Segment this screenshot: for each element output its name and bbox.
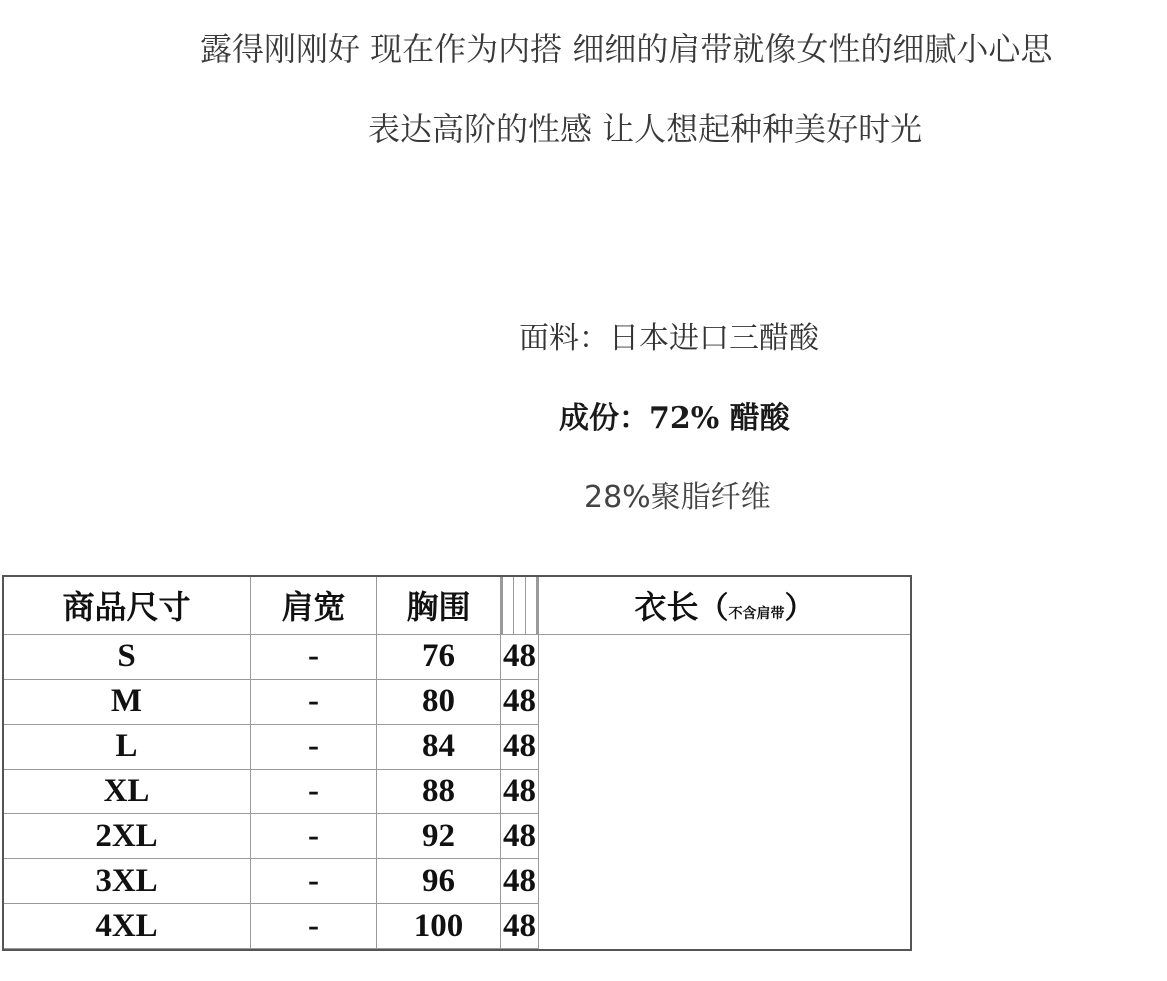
header-length-paren-open: （ bbox=[698, 591, 729, 626]
cell-shoulder: - bbox=[251, 904, 377, 949]
cell-shoulder: - bbox=[251, 859, 377, 904]
cell-shoulder: - bbox=[251, 769, 377, 814]
composition-label: 成份： bbox=[559, 401, 649, 436]
cell-length: 48 bbox=[501, 859, 539, 904]
cell-bust: 76 bbox=[377, 635, 501, 680]
intro-line-1: 露得刚刚好 现在作为内搭 细细的肩带就像女性的细腻小心思 bbox=[200, 30, 1053, 68]
composition-primary bbox=[559, 393, 790, 437]
header-shoulder: 肩宽 bbox=[251, 576, 377, 635]
header-size: 商品尺寸 bbox=[3, 576, 251, 635]
cell-length: 48 bbox=[501, 724, 539, 769]
table-row bbox=[3, 635, 911, 680]
cell-bust: 96 bbox=[377, 859, 501, 904]
header-length bbox=[539, 576, 911, 635]
composition-primary-value: 72% 醋酸 bbox=[649, 401, 790, 436]
cell-size: M bbox=[3, 679, 251, 724]
cell-shoulder: - bbox=[251, 679, 377, 724]
header-length-label: 衣长 bbox=[634, 588, 699, 626]
cell-size: S bbox=[3, 635, 251, 680]
table-row bbox=[3, 814, 911, 859]
size-table-header-row bbox=[3, 576, 911, 635]
header-length-note: 不含肩带 bbox=[728, 606, 785, 622]
cell-size: L bbox=[3, 724, 251, 769]
cell-bust: 100 bbox=[377, 904, 501, 949]
cell-bust: 84 bbox=[377, 724, 501, 769]
fabric-info: 面料：日本进口三醋酸 bbox=[519, 321, 819, 356]
cell-bust: 88 bbox=[377, 769, 501, 814]
cell-length: 48 bbox=[501, 679, 539, 724]
table-row bbox=[3, 679, 911, 724]
cell-size: XL bbox=[3, 769, 251, 814]
size-table bbox=[2, 575, 911, 949]
cell-shoulder: - bbox=[251, 814, 377, 859]
table-row bbox=[3, 859, 911, 904]
cell-size: 2XL bbox=[3, 814, 251, 859]
cell-length: 48 bbox=[501, 635, 539, 680]
cell-shoulder: - bbox=[251, 635, 377, 680]
table-row bbox=[3, 769, 911, 814]
header-bust: 胸围 bbox=[377, 576, 501, 635]
cell-shoulder: - bbox=[251, 724, 377, 769]
intro-line-2: 表达高阶的性感 让人想起种种美好时光 bbox=[368, 110, 923, 148]
table-row bbox=[3, 904, 911, 949]
cell-size: 3XL bbox=[3, 859, 251, 904]
cell-bust: 80 bbox=[377, 679, 501, 724]
column-spacer bbox=[501, 576, 539, 635]
cell-length: 48 bbox=[501, 814, 539, 859]
header-length-paren-close: ） bbox=[784, 591, 815, 626]
cell-length: 48 bbox=[501, 904, 539, 949]
cell-bust: 92 bbox=[377, 814, 501, 859]
composition-secondary: 28%聚脂纤维 bbox=[584, 480, 771, 515]
cell-length: 48 bbox=[501, 769, 539, 814]
table-row bbox=[3, 724, 911, 769]
cell-size: 4XL bbox=[3, 904, 251, 949]
